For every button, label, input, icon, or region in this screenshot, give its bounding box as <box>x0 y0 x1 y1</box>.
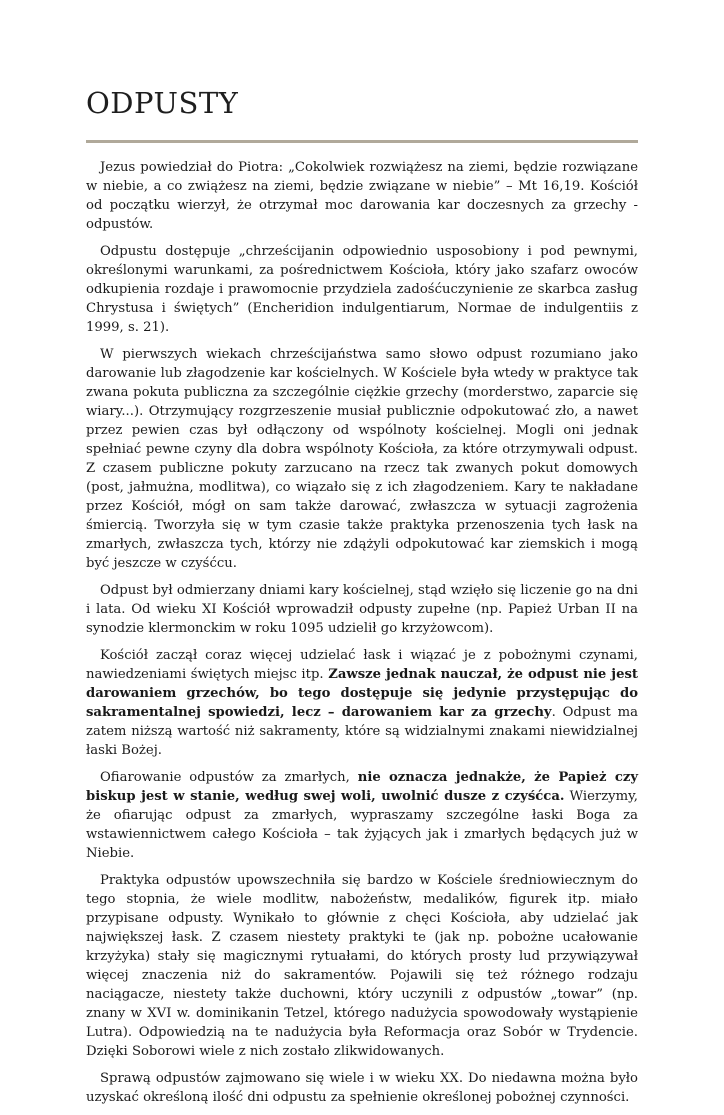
text-run: Sprawą odpustów zajmowano się wiele i w wieku XX. Do niedawna można było uzyskać określoną ilość dni odpustu za spełnienie określonej pobożnej czynności. <box>86 1071 638 1105</box>
text-run: Jezus powiedział do Piotra: „Cokolwiek rozwiążesz na ziemi, będzie rozwiązane w niebie, a co zwiążesz na ziemi, będzie związane w niebie” – Mt 16,19. Kościół od początku wierzył, że otrzymał moc darowania kar doczesnych za grzechy - odpustów. <box>86 160 638 232</box>
paragraph <box>86 242 638 337</box>
paragraph <box>86 646 638 760</box>
text-run: Praktyka odpustów upowszechniła się bardzo w Kościele średniowiecznym do tego stopnia, że wiele modlitw, nabożeństw, medalików, figurek itp. miało przypisane odpusty. Wynikało to głównie z chęci Kościoła, aby udzielać jak największej łask. Z czasem niestety praktyki te (jak np. pobożne ucałowanie krzyżyka) stały się magicznymi rytuałami, do których prosty lud przywiązywał więcej znaczenia niż do sakramentów. Pojawili się też różnego rodzaju naciągacze, niestety także duchowni, który uczynili z odpustów „towar” (np. znany w XVI w. dominikanin Tetzel, którego nadużycia spowodowały wystąpienie Lutra). Odpowiedzią na te nadużycia była Reformacja oraz Sobór w Trydencie. Dzięki Soborowi wiele z nich zostało zlikwidowanych. <box>86 873 638 1059</box>
document-body <box>86 158 638 1115</box>
text-run: . Odpust ma zatem niższą wartość niż sakramenty, które są widzialnymi znakami niewidzialnej łaski Bożej. <box>86 705 638 758</box>
text-run: Wierzymy, że ofiarując odpust za zmarłych, wypraszamy szczególne łaski Boga za wstawiennictwem całego Kościoła – tak żyjących jak i zmarłych będących już w Niebie. <box>86 789 638 861</box>
title-divider <box>86 140 638 143</box>
paragraph <box>86 768 638 863</box>
page-title: ODPUSTY <box>86 86 239 120</box>
bold-text-run: nie oznacza jednakże, że Papież czy biskup jest w stanie, według swej woli, uwolnić dusze z czyśćca. <box>86 770 638 804</box>
paragraph <box>86 871 638 1061</box>
paragraph <box>86 1069 638 1107</box>
text-run: Ofiarowanie odpustów za zmarłych, <box>100 770 358 785</box>
text-run: Odpustu dostępuje „chrześcijanin odpowiednio usposobiony i pod pewnymi, określonymi warunkami, za pośrednictwem Kościoła, który jako szafarz owoców odkupienia rozdaje i prawomocnie przydziela zadośćuczynienie ze skarbca zasług Chrystusa i świętych” (Encheridion indulgentiarum, Normae de indulgentiis z 1999, s. 21). <box>86 244 638 335</box>
paragraph <box>86 581 638 638</box>
paragraph <box>86 158 638 234</box>
paragraph <box>86 345 638 573</box>
bold-text-run: Zawsze jednak nauczał, że odpust nie jest darowaniem grzechów, bo tego dostępuje się jedynie przystępując do sakramentalnej spowiedzi, lecz – darowaniem kar za grzechy <box>86 667 638 720</box>
text-run: W pierwszych wiekach chrześcijaństwa samo słowo odpust rozumiano jako darowanie lub złagodzenie kar kościelnych. W Kościele była wtedy w praktyce tak zwana pokuta publiczna za szczególnie ciężkie grzechy (morderstwo, zaparcie się wiary...). Otrzymujący rozgrzeszenie musiał publicznie odpokutować zło, a nawet przez pewien czas był odłączony od wspólnoty kościelnej. Mogli oni jednak spełniać pewne czyny dla dobra wspólnoty Kościoła, za które otrzymywali odpust. Z czasem publiczne pokuty zarzucano na rzecz tak zwanych pokut domowych (post, jałmużna, modlitwa), co wiązało się z ich złagodzeniem. Kary te nakładane przez Kościół, mógł on sam także darować, zwłaszcza w sytuacji zagrożenia śmiercią. Tworzyła się w tym czasie także praktyka przenoszenia tych łask na zmarłych, zwłaszcza tych, którzy nie zdążyli odpokutować kar ziemskich i mogą być jeszcze w czyśćcu. <box>86 347 638 571</box>
text-run: Odpust był odmierzany dniami kary kościelnej, stąd wzięło się liczenie go na dni i lata. Od wieku XI Kościół wprowadził odpusty zupełne (np. Papież Urban II na synodzie klermonckim w roku 1095 udzielił go krzyżowcom). <box>86 583 638 636</box>
text-run: Kościół zaczął coraz więcej udzielać łask i wiązać je z pobożnymi czynami, nawiedzeniami świętych miejsc itp. <box>86 648 638 682</box>
